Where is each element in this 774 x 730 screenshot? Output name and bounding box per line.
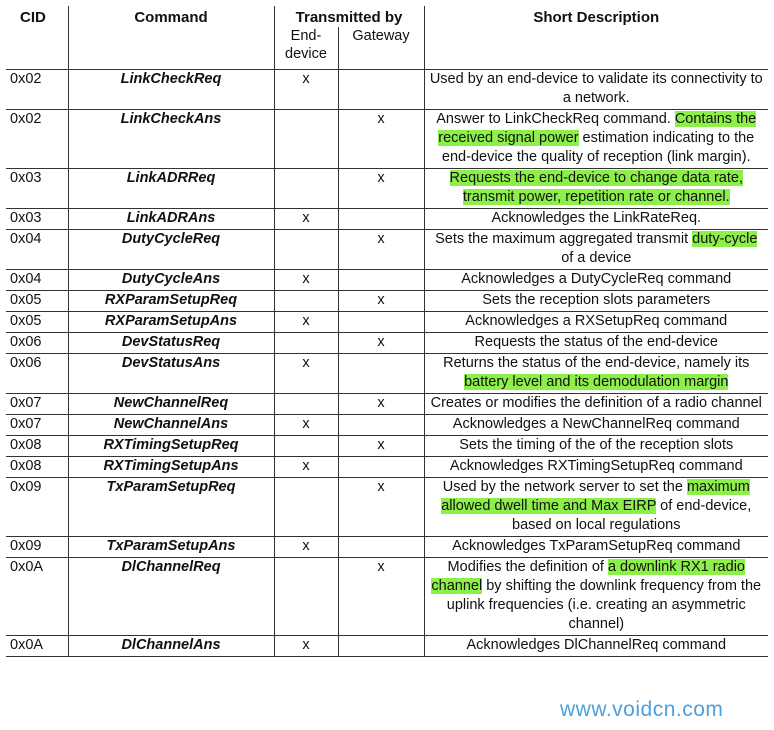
gateway-mark	[338, 457, 424, 478]
command-cell: TxParamSetupReq	[68, 478, 274, 537]
cid-cell: 0x08	[6, 436, 68, 457]
command-cell: RXParamSetupAns	[68, 312, 274, 333]
table-row	[6, 110, 768, 169]
table-row	[6, 169, 768, 209]
end-device-mark: x	[274, 636, 338, 657]
description-cell	[424, 537, 768, 558]
description-text: Sets the maximum aggregated transmit	[435, 231, 693, 247]
header-cid: CID	[6, 6, 68, 70]
description-text: Modifies the definition of	[447, 559, 608, 575]
end-device-mark: x	[274, 312, 338, 333]
description-text: estimation indicating to the end-device the quality of reception (link margin).	[441, 130, 755, 165]
table-row	[6, 636, 768, 657]
cid-cell: 0x07	[6, 415, 68, 436]
gateway-mark: x	[338, 394, 424, 415]
table-row	[6, 312, 768, 333]
cid-cell: 0x07	[6, 394, 68, 415]
cid-cell: 0x03	[6, 169, 68, 209]
description-cell	[424, 110, 768, 169]
cid-cell: 0x0A	[6, 558, 68, 636]
highlighted-text: battery level and its demodulation margin	[464, 374, 729, 390]
gateway-mark: x	[338, 291, 424, 312]
description-text: of end-device, based on local regulations	[512, 498, 752, 533]
description-cell	[424, 636, 768, 657]
description-cell	[424, 354, 768, 394]
command-cell: DlChannelAns	[68, 636, 274, 657]
end-device-mark	[274, 230, 338, 270]
description-text: Acknowledges a DutyCycleReq command	[461, 271, 732, 287]
cid-cell: 0x0A	[6, 636, 68, 657]
gateway-mark	[338, 70, 424, 110]
header-gateway: Gateway	[338, 27, 424, 70]
gateway-mark: x	[338, 169, 424, 209]
command-cell: DutyCycleAns	[68, 270, 274, 291]
cid-cell: 0x04	[6, 270, 68, 291]
table-row	[6, 270, 768, 291]
description-cell	[424, 333, 768, 354]
gateway-mark	[338, 209, 424, 230]
description-cell	[424, 457, 768, 478]
mac-command-table	[6, 6, 768, 657]
description-cell	[424, 436, 768, 457]
end-device-mark: x	[274, 415, 338, 436]
description-text: Acknowledges the LinkRateReq.	[491, 210, 702, 226]
description-cell	[424, 270, 768, 291]
cid-cell: 0x06	[6, 333, 68, 354]
cid-cell: 0x06	[6, 354, 68, 394]
table-row	[6, 291, 768, 312]
command-cell: RXTimingSetupReq	[68, 436, 274, 457]
description-cell	[424, 394, 768, 415]
gateway-mark	[338, 636, 424, 657]
end-device-mark	[274, 558, 338, 636]
command-cell: RXParamSetupReq	[68, 291, 274, 312]
table-row	[6, 537, 768, 558]
description-text: of a device	[561, 250, 632, 266]
header-command: Command	[68, 6, 274, 70]
command-cell: NewChannelReq	[68, 394, 274, 415]
end-device-mark	[274, 394, 338, 415]
end-device-mark	[274, 291, 338, 312]
end-device-mark: x	[274, 457, 338, 478]
description-text: Used by an end-device to validate its connectivity to a network.	[429, 71, 763, 106]
cid-cell: 0x05	[6, 291, 68, 312]
header-transmitted-by: Transmitted by	[274, 6, 424, 27]
description-cell	[424, 558, 768, 636]
description-cell	[424, 312, 768, 333]
watermark: www.voidcn.com	[560, 698, 724, 721]
table-row	[6, 209, 768, 230]
description-cell	[424, 291, 768, 312]
end-device-mark	[274, 110, 338, 169]
cid-cell: 0x02	[6, 70, 68, 110]
table-body	[6, 70, 768, 657]
table-row	[6, 558, 768, 636]
gateway-mark: x	[338, 110, 424, 169]
cid-cell: 0x03	[6, 209, 68, 230]
command-cell: DutyCycleReq	[68, 230, 274, 270]
end-device-mark: x	[274, 70, 338, 110]
gateway-mark	[338, 537, 424, 558]
end-device-mark	[274, 478, 338, 537]
gateway-mark	[338, 415, 424, 436]
table-row	[6, 394, 768, 415]
gateway-mark	[338, 354, 424, 394]
description-text: Acknowledges RXTimingSetupReq command	[449, 458, 743, 474]
gateway-mark: x	[338, 478, 424, 537]
gateway-mark: x	[338, 558, 424, 636]
description-text: Sets the reception slots parameters	[482, 292, 711, 308]
table-row	[6, 354, 768, 394]
highlighted-text: Requests the end-device to change data rate, transmit power, repetition rate or channel.	[449, 170, 743, 205]
description-cell	[424, 415, 768, 436]
table-row	[6, 478, 768, 537]
table-row	[6, 436, 768, 457]
end-device-mark: x	[274, 270, 338, 291]
description-text: Acknowledges a RXSetupReq command	[465, 313, 728, 329]
gateway-mark: x	[338, 436, 424, 457]
description-cell	[424, 478, 768, 537]
description-cell	[424, 230, 768, 270]
highlighted-text: duty-cycle	[692, 231, 758, 247]
description-cell	[424, 209, 768, 230]
cid-cell: 0x09	[6, 537, 68, 558]
description-text: Requests the status of the end-device	[474, 334, 718, 350]
gateway-mark	[338, 312, 424, 333]
description-text: Creates or modifies the definition of a radio channel	[430, 395, 762, 411]
gateway-mark: x	[338, 333, 424, 354]
end-device-mark: x	[274, 537, 338, 558]
description-text: Used by the network server to set the	[442, 479, 687, 495]
end-device-mark	[274, 169, 338, 209]
description-cell	[424, 70, 768, 110]
table-row	[6, 457, 768, 478]
description-text: by shifting the downlink frequency from the uplink frequencies (i.e. creating an asymmetric channel)	[446, 578, 762, 632]
command-cell: LinkADRAns	[68, 209, 274, 230]
gateway-mark	[338, 270, 424, 291]
command-cell: RXTimingSetupAns	[68, 457, 274, 478]
gateway-mark: x	[338, 230, 424, 270]
end-device-mark	[274, 333, 338, 354]
header-end-device: End-device	[274, 27, 338, 70]
end-device-mark	[274, 436, 338, 457]
command-cell: DevStatusReq	[68, 333, 274, 354]
description-text: Sets the timing of the of the reception slots	[459, 437, 734, 453]
table-row	[6, 415, 768, 436]
table-row	[6, 333, 768, 354]
table-row	[6, 70, 768, 110]
cid-cell: 0x09	[6, 478, 68, 537]
cid-cell: 0x02	[6, 110, 68, 169]
description-text: Acknowledges DlChannelReq command	[466, 637, 727, 653]
highlighted-text: Contains the received signal power	[438, 111, 757, 146]
cid-cell: 0x04	[6, 230, 68, 270]
description-text: Acknowledges a NewChannelReq command	[452, 416, 740, 432]
command-cell: DevStatusAns	[68, 354, 274, 394]
command-cell: TxParamSetupAns	[68, 537, 274, 558]
command-cell: DlChannelReq	[68, 558, 274, 636]
table-row	[6, 230, 768, 270]
cid-cell: 0x08	[6, 457, 68, 478]
header-short-description: Short Description	[424, 6, 768, 70]
description-text: Answer to LinkCheckReq command.	[436, 111, 675, 127]
command-cell: NewChannelAns	[68, 415, 274, 436]
end-device-mark: x	[274, 354, 338, 394]
description-cell	[424, 169, 768, 209]
command-cell: LinkCheckAns	[68, 110, 274, 169]
end-device-mark: x	[274, 209, 338, 230]
command-cell: LinkADRReq	[68, 169, 274, 209]
highlighted-text: a downlink RX1 radio channel	[431, 559, 745, 594]
highlighted-text: maximum allowed dwell time and Max EIRP	[441, 479, 750, 514]
cid-cell: 0x05	[6, 312, 68, 333]
command-cell: LinkCheckReq	[68, 70, 274, 110]
description-text: Acknowledges TxParamSetupReq command	[452, 538, 741, 554]
description-text: Returns the status of the end-device, namely its	[443, 355, 750, 371]
